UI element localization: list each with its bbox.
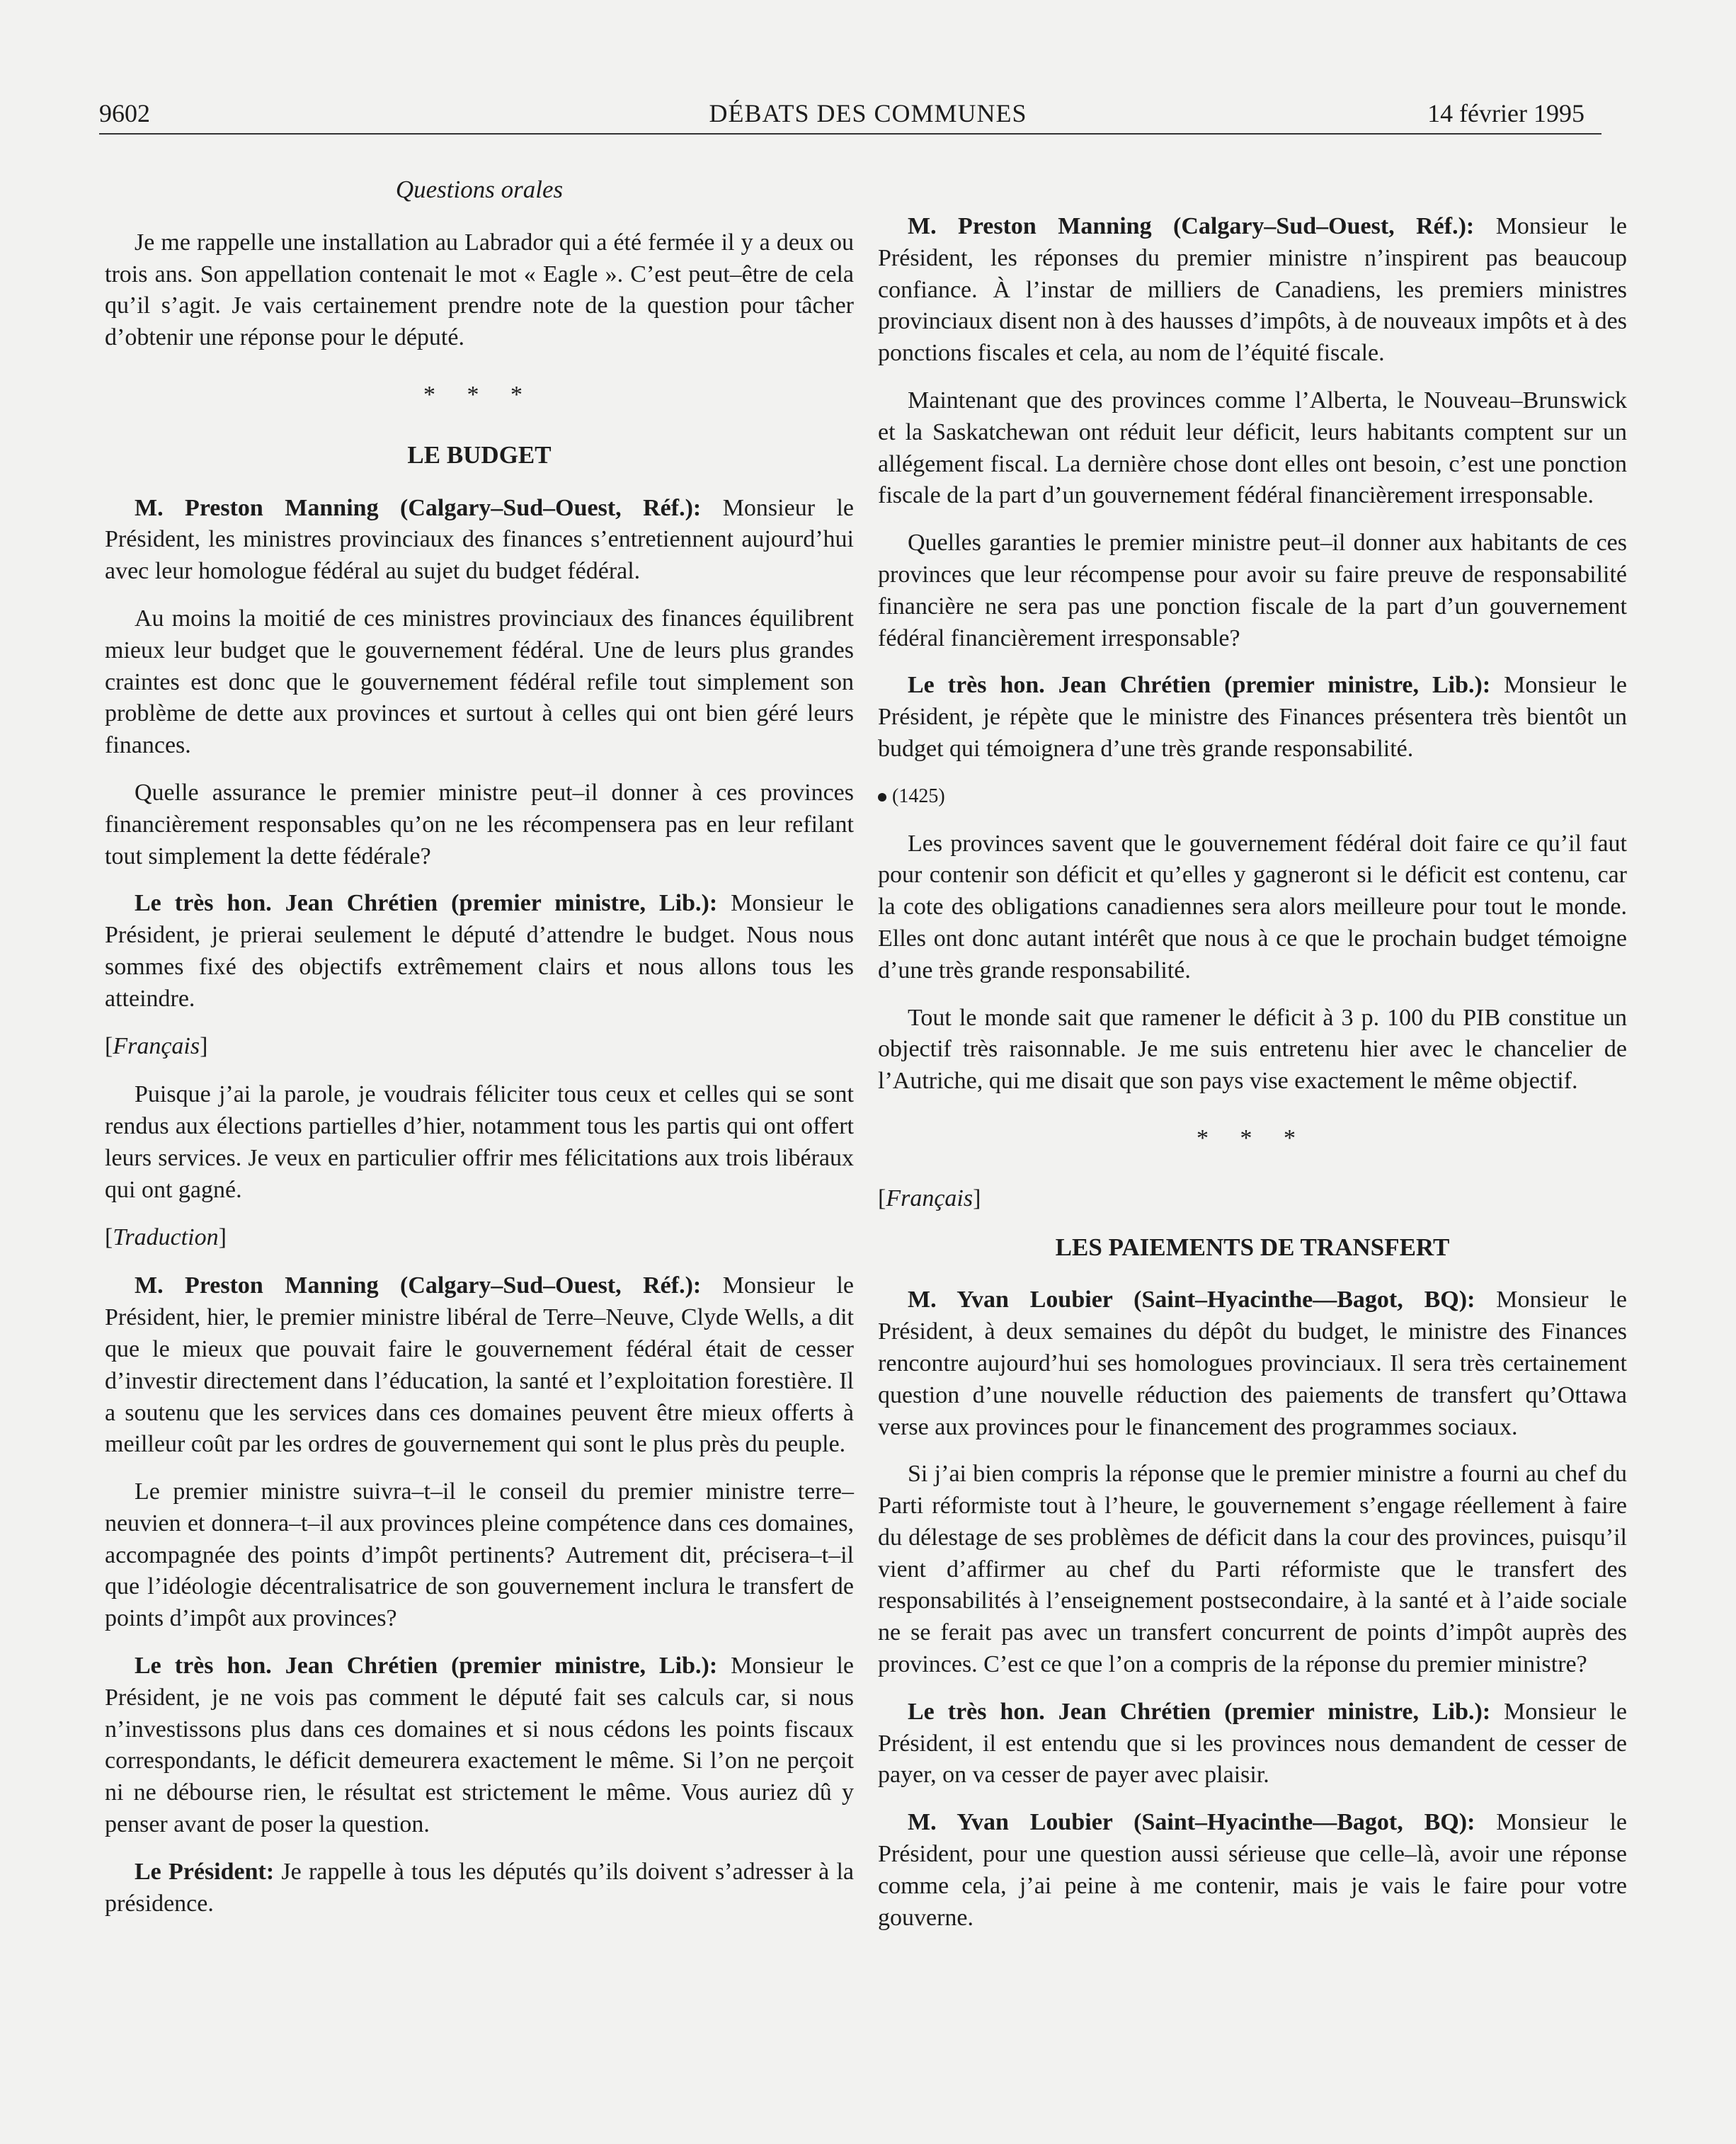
speech bbox=[878, 1807, 1627, 1934]
paragraph: Au moins la moitié de ces ministres provinciaux des finances équilibrent mieux leur budget que le gouvernement fédéral. Une de leurs plus grandes craintes est donc que le gouvernement fédéral refile tout simplement son problème de dette aux provinces et surtout à celles qui ont bien géré leurs finances. bbox=[105, 605, 854, 759]
header-rule bbox=[99, 133, 1601, 135]
speech bbox=[878, 1697, 1627, 1791]
language-note: [Traduction] bbox=[105, 1224, 227, 1250]
language-note: [Français] bbox=[105, 1032, 208, 1059]
speaker-name: Le Président: bbox=[135, 1858, 275, 1885]
paragraph: Maintenant que des provinces comme l’Alberta, le Nouveau–Brunswick et la Saskatchewan ont réduit leur déficit, leurs habitants comptent sur un allégement fiscal. La dernière chose dont elles ont besoin, c’est une ponction fiscale de la part d’un gouvernement fédéral financièrement irresponsable. bbox=[878, 387, 1627, 509]
speech-text: Monsieur le Président, pour une question aussi sérieuse que celle–là, avoir une réponse comme cela, j’ai peine à me contenir, mais je vais le faire pour votre gouverne. bbox=[878, 1809, 1627, 1931]
speech-text: Monsieur le Président, hier, le premier ministre libéral de Terre–Neuve, Clyde Wells, a dit que le mieux que pouvait faire le gouvernement fédéral était de cesser d’investir directement dans l’éducation, la santé et l’exploitation forestière. Il a soutenu que les services dans ces domaines peuvent être mieux offerts à meilleur coût par les ordres de gouvernement qui sont le plus près du peuple. bbox=[105, 1272, 855, 1458]
section-separator: * * * bbox=[423, 381, 535, 408]
section-heading: LES PAIEMENTS DE TRANSFERT bbox=[1055, 1233, 1450, 1261]
language-label: Français bbox=[113, 1032, 200, 1059]
paragraph: Tout le monde sait que ramener le déficit à 3 p. 100 du PIB constitue un objectif très raisonnable. Je me suis entretenu hier avec le chancelier de l’Autriche, qui me disait que son pays vise exactement le même objectif. bbox=[878, 1004, 1627, 1095]
paragraph: Le premier ministre suivra–t–il le conseil du premier ministre terre–neuvien et donnera–t–il aux provinces pleine compétence dans ces domaines, accompagnée des points d’impôt pertinents? Autrement dit, précisera–t–il que l’idéologie décentralisatrice de son gouvernement inclura le transfert de points d’impôt aux provinces? bbox=[105, 1478, 854, 1632]
paragraph: Si j’ai bien compris la réponse que le premier ministre a fourni au chef du Parti réformiste tout à l’heure, le gouvernement s’engage réellement à faire du délestage de ses problèmes de déficit dans la cour des provinces, puisqu’il vient d’affirmer au chef du Parti réformiste que le transfert des responsabilités à l’enseignement postsecondaire, à la santé et à l’aide sociale ne se ferait pas avec un transfert concurrent de points d’impôt auprès des provinces. C’est ce que l’on a compris de la réponse du premier ministre? bbox=[878, 1461, 1627, 1678]
speech bbox=[105, 1857, 854, 1920]
speech-text: Monsieur le Président, à deux semaines du dépôt du budget, le ministre des Finances rencontre aujourd’hui ses homologues provinciaux. Il sera très certainement question d’une nouvelle réduction des paiements de transfert qu’Ottawa verse aux provinces pour le financement des programmes sociaux. bbox=[878, 1287, 1627, 1440]
paragraph: Puisque j’ai la parole, je voudrais féliciter tous ceux et celles qui se sont rendus aux élections partielles d’hier, notamment tous les partis qui ont offert leurs services. Je veux en particulier offrir mes félicitations aux trois libéraux qui ont gagné. bbox=[105, 1081, 854, 1203]
left-column bbox=[105, 174, 854, 1935]
speech-text: Monsieur le Président, je ne vois pas comment le député fait ses calculs car, si nous n’investissons plus dans ces domaines et si nous cédons les points fiscaux correspondants, le déficit demeurera exactement le même. Si l’on ne perçoit ni ne débourse rien, le résultat est strictement le même. Vous auriez dû y penser avant de poser la question. bbox=[105, 1653, 854, 1838]
speech bbox=[105, 1650, 854, 1841]
speech-text: Monsieur le Président, les réponses du premier ministre n’inspirent pas beaucoup confiance. À l’instar de milliers de Canadiens, les premiers ministres provinciaux disent non à des hausses d’impôts, à de nouveaux impôts et à des ponctions fiscales et cela, au nom de l’équité fiscale. bbox=[878, 213, 1628, 367]
paragraph: Je me rappelle une installation au Labrador qui a été fermée il y a deux ou trois ans. Son appellation contenait le mot « Eagle ». C’est peut–être de cela qu’il s’agit. Je vais certainement prendre note de la question pour tâcher d’obtenir une réponse pour le député. bbox=[105, 229, 854, 351]
speech-text: Monsieur le Président, il est entendu que si les provinces nous demandent de cesser de payer, on va cesser de payer avec plaisir. bbox=[878, 1698, 1627, 1789]
speaker-name: Le très hon. Jean Chrétien (premier ministre, Lib.): bbox=[135, 1653, 718, 1680]
speech-text: Monsieur le Président, je prierai seulement le député d’attendre le budget. Nous nous sommes fixé des objectifs extrêmement clairs et nous allons tous les atteindre. bbox=[105, 890, 854, 1012]
timestamp bbox=[878, 781, 1627, 813]
speaker-name: M. Yvan Loubier (Saint–Hyacinthe—Bagot, BQ): bbox=[908, 1809, 1475, 1836]
speaker-name: M. Preston Manning (Calgary–Sud–Ouest, Réf.): bbox=[908, 213, 1475, 239]
speaker-name: Le très hon. Jean Chrétien (premier ministre, Lib.): bbox=[135, 890, 718, 917]
right-column bbox=[878, 211, 1627, 1949]
language-label: Français bbox=[886, 1185, 973, 1211]
section-heading: LE BUDGET bbox=[407, 440, 552, 469]
section-separator: * * * bbox=[1197, 1124, 1308, 1151]
page-date: 14 février 1995 bbox=[1427, 99, 1584, 127]
speech bbox=[878, 1284, 1627, 1443]
speaker-name: M. Preston Manning (Calgary–Sud–Ouest, Réf.): bbox=[135, 1272, 702, 1299]
speaker-name: Le très hon. Jean Chrétien (premier ministre, Lib.): bbox=[908, 1698, 1491, 1725]
speech bbox=[878, 670, 1627, 765]
bullet-icon bbox=[878, 793, 886, 802]
paragraph: Quelle assurance le premier ministre peut–il donner à ces provinces financièrement responsables qu’on ne les récompensera pas en leur refilant tout simplement la dette fédérale? bbox=[105, 779, 854, 869]
speech bbox=[878, 211, 1627, 370]
section-title: Questions orales bbox=[395, 176, 564, 203]
speech bbox=[105, 888, 854, 1015]
paragraph: Les provinces savent que le gouvernement fédéral doit faire ce qu’il faut pour contenir son déficit et qu’elles y gagneront si le déficit est contenu, car la cote des obligations canadiennes sera alors meilleure pour tout le monde. Elles ont donc autant intérêt que nous à ce que le prochain budget témoigne d’une très grande responsabilité. bbox=[878, 830, 1627, 983]
speech bbox=[105, 493, 854, 588]
speech bbox=[105, 1270, 854, 1461]
paragraph: Quelles garanties le premier ministre peut–il donner aux habitants de ces provinces que leur récompense pour avoir su faire preuve de responsabilité financière ne sera pas une ponction fiscale de la part d’un gouvernement fédéral financièrement irresponsable? bbox=[878, 530, 1627, 651]
speech-text: Monsieur le Président, je répète que le ministre des Finances présentera très bientôt un budget qui témoignera d’une très grande responsabilité. bbox=[878, 672, 1627, 762]
language-label: Traduction bbox=[113, 1224, 219, 1250]
page-number: 9602 bbox=[99, 99, 150, 127]
language-note: [Français] bbox=[878, 1185, 981, 1211]
page-title: DÉBATS DES COMMUNES bbox=[709, 99, 1027, 127]
speaker-name: M. Yvan Loubier (Saint–Hyacinthe—Bagot, BQ): bbox=[908, 1287, 1475, 1313]
speaker-name: M. Preston Manning (Calgary–Sud–Ouest, Réf.): bbox=[135, 494, 702, 521]
timestamp-text: (1425) bbox=[892, 785, 945, 807]
speech-text: Monsieur le Président, les ministres provinciaux des finances s’entretiennent aujourd’hui avec leur homologue fédéral au sujet du budget fédéral. bbox=[105, 494, 855, 585]
speaker-name: Le très hon. Jean Chrétien (premier ministre, Lib.): bbox=[908, 672, 1491, 699]
speech-text: Je rappelle à tous les députés qu’ils doivent s’adresser à la présidence. bbox=[105, 1858, 854, 1917]
